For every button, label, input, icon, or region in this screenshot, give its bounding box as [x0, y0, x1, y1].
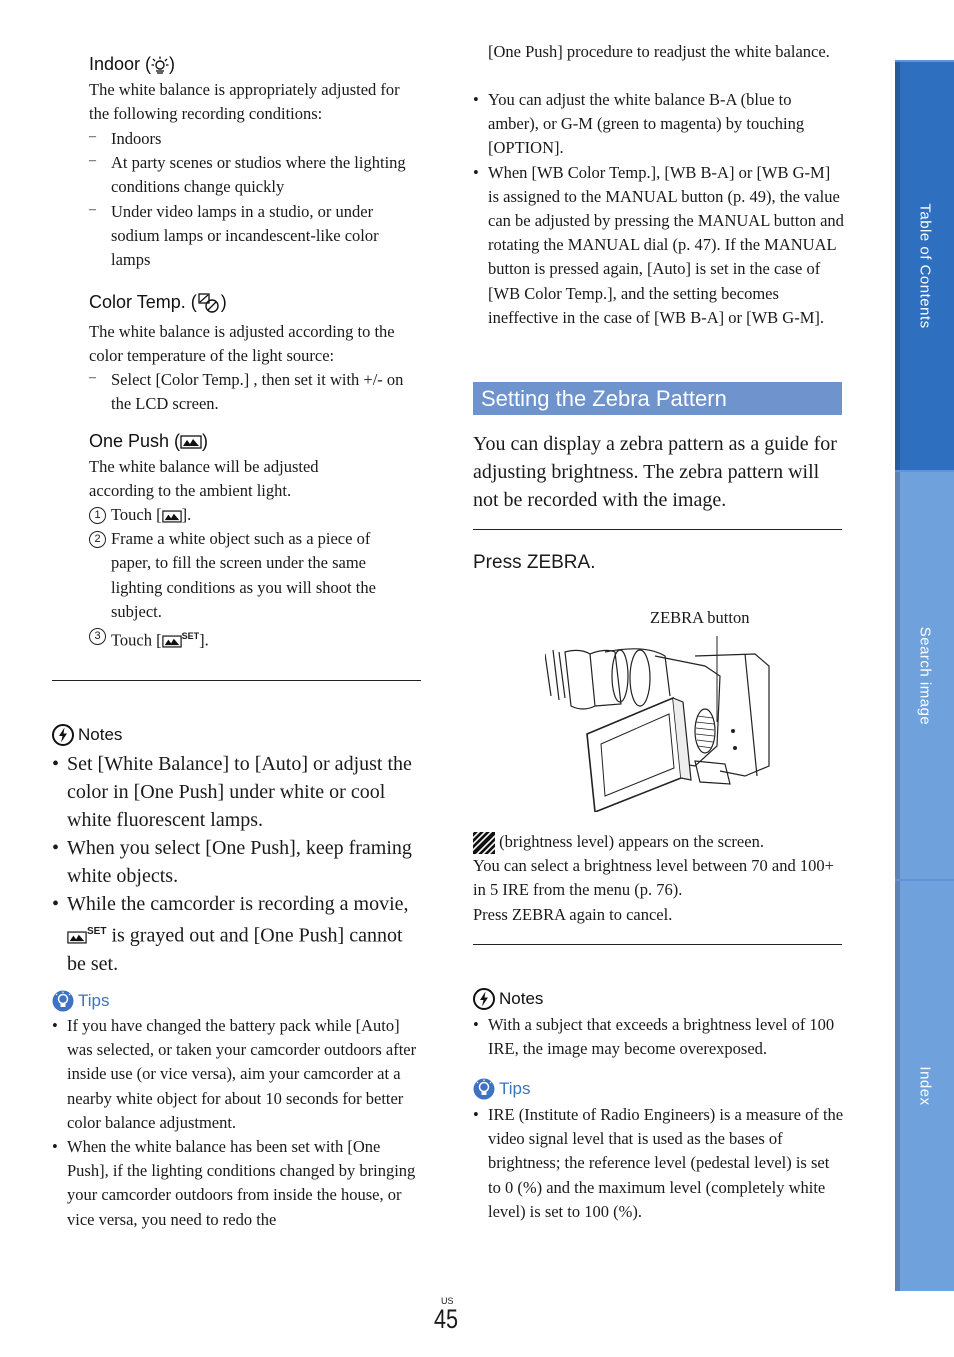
notes-icon [473, 988, 495, 1010]
divider [473, 944, 842, 945]
list-item: • When [WB Color Temp.], [WB B-A] or [WB G-M] is assigned to the MANUAL button (p. 49), the value can be adjusted by pressing the MANUAL button and rotating the MANUAL dial (p. 47). If the MANUAL button is pressed again, [Auto] is set in the case of [WB Color Temp.], and the setting becomes ineffective in the case of [WB B-A] or [WB G-M]. [473, 161, 845, 330]
list-item: – Under video lamps in a studio, or under sodium lamps or incandescent-like color lamps [89, 200, 414, 273]
color-temp-list [89, 368, 414, 416]
list-item: • You can adjust the white balance B-A (blue to amber), or G-M (green to magenta) by touching [OPTION]. [473, 88, 845, 161]
color-temp-icon [197, 292, 221, 314]
notes-heading: Notes [52, 724, 122, 746]
zebra-pattern-icon [473, 832, 495, 854]
region-code: US [441, 1296, 454, 1306]
zebra-intro: You can display a zebra pattern as a guide for adjusting brightness. The zebra pattern will not be recorded with the image. [473, 433, 837, 511]
one-push-icon [180, 434, 202, 450]
left-notes-list [52, 750, 412, 978]
zebra-button-callout: ZEBRA button [650, 608, 750, 627]
camcorder-illustration [545, 636, 771, 812]
tips-heading: Tips [52, 990, 110, 1012]
one-push-set-icon [67, 930, 87, 945]
tab-table-of-contents[interactable] [895, 60, 954, 470]
right-tips-continued-list [473, 88, 845, 330]
tab-label: Index [916, 1066, 933, 1106]
divider [52, 680, 421, 681]
list-item: – At party scenes or studios where the lighting conditions change quickly [89, 151, 414, 199]
list-item: – Indoors [89, 127, 414, 151]
color-temp-heading: Color Temp. ( ) [89, 292, 227, 314]
list-item: • Set [White Balance] to [Auto] or adjust the color in [One Push] under white or cool white fluorescent lamps. [52, 750, 412, 834]
indoor-conditions-list [89, 127, 414, 272]
step-3: 3 Touch [ $^{SET}$]. [89, 624, 414, 653]
list-item: • If you have changed the battery pack while [Auto] was selected, or taken your camcorder outdoors after inside use (or vice versa), aim your camcorder at a nearby white object for about 10 seconds for better color balance adjustment. [52, 1014, 420, 1135]
tab-label: Search image [916, 626, 933, 725]
list-item: • With a subject that exceeds a brightness level of 100 IRE, the image may become overexposed. [473, 1013, 845, 1061]
right-notes-list [473, 1013, 845, 1061]
tab-search-image[interactable] [895, 470, 954, 879]
right-tips-list [473, 1103, 845, 1224]
tab-index[interactable] [895, 879, 954, 1291]
set-label: SET [181, 631, 200, 642]
tips-heading: Tips [473, 1078, 531, 1100]
lightbulb-icon [52, 990, 74, 1012]
list-item: • IRE (Institute of Radio Engineers) is a measure of the video signal level that is used as the bases of brightness; the reference level (pedestal level) is set to 0 (%) and the maximum level (completely white level) is set to 100 (%). [473, 1103, 845, 1224]
list-item: • When the white balance has been set with [One Push], if the lighting conditions changed by bringing your camcorder outdoors from inside the house, or vice versa, you need to redo the [52, 1135, 420, 1232]
set-label: SET [87, 926, 107, 937]
section-title: Setting the Zebra Pattern [473, 382, 842, 415]
list-item: • While the camcorder is recording a movie, $^{SET}$ is grayed out and [One Push] cannot be set. [52, 890, 412, 978]
list-item: • When you select [One Push], keep framing white objects. [52, 834, 412, 890]
step-number: 2 [89, 531, 106, 548]
notes-icon [52, 724, 74, 746]
continued-text: [One Push] procedure to readjust the white balance. [488, 42, 830, 61]
one-push-icon [162, 509, 182, 524]
step-2: 2 Frame a white object such as a piece of paper, to fill the screen under the same lighting conditions as you will shoot the subject. [89, 527, 414, 624]
one-push-steps [89, 503, 414, 653]
one-push-set-icon [162, 634, 182, 649]
page-number: 45 [434, 1304, 459, 1334]
step-1: 1 Touch [ ]. [89, 503, 414, 527]
step-heading: Press ZEBRA. [473, 552, 596, 573]
list-item: – Select [Color Temp.] , then set it with +/- on the LCD screen. [89, 368, 414, 416]
color-temp-description: The white balance is adjusted according to the color temperature of the light source: [89, 322, 395, 366]
lightbulb-icon [473, 1078, 495, 1100]
indoor-description: The white balance is appropriately adjusted for the following recording conditions: [89, 80, 400, 124]
one-push-heading: One Push ( ) [89, 431, 209, 451]
left-tips-list [52, 1014, 420, 1232]
indoor-heading: Indoor ( ) [89, 54, 176, 74]
indoor-light-icon [151, 56, 169, 74]
divider [473, 529, 842, 530]
tab-label: Table of Contents [916, 203, 933, 329]
step-number: 3 [89, 628, 106, 645]
step-number: 1 [89, 507, 106, 524]
brightness-info: (brightness level) appears on the screen. You can select a brightness level between 70 and 100+ in 5 IRE from the menu (p. 76). Press ZEBRA again to cancel. [473, 830, 845, 927]
brightness-range-text: You can select a brightness level between 70 and 100+ in 5 IRE from the menu (p. 76). [473, 856, 834, 900]
notes-heading: Notes [473, 988, 543, 1010]
cancel-text: Press ZEBRA again to cancel. [473, 904, 673, 924]
one-push-description: The white balance will be adjusted according to the ambient light. [89, 457, 319, 501]
